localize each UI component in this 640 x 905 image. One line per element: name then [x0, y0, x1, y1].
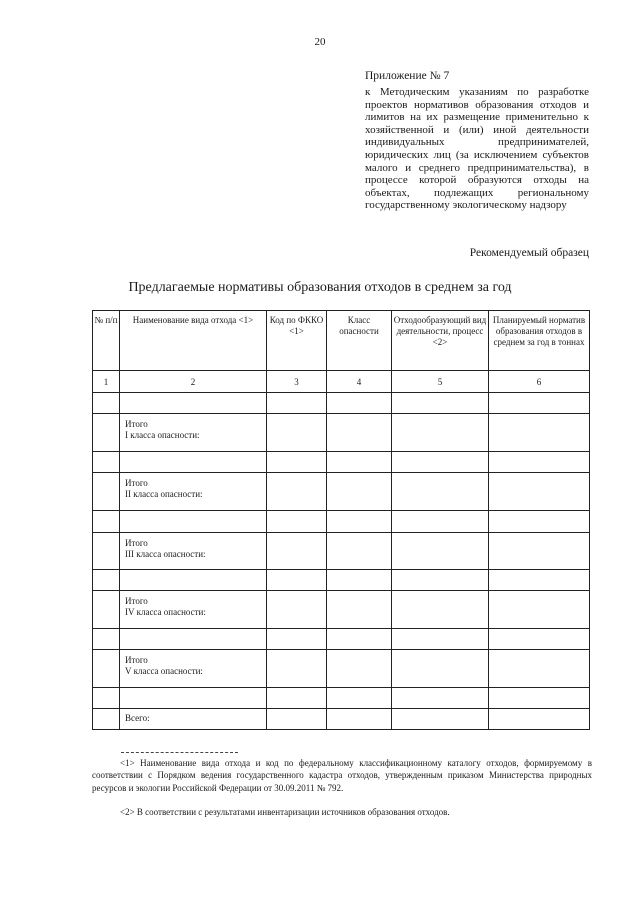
col-number-5: 5	[392, 371, 489, 393]
header-fkko-code: Код по ФККО <1>	[267, 311, 327, 371]
document-title: Предлагаемые нормативы образования отходов в среднем за год	[128, 280, 512, 295]
header-waste-name: Наименование вида отхода <1>	[120, 311, 267, 371]
col-number-6: 6	[489, 371, 590, 393]
footnote-1: <1> Наименование вида отхода и код по федеральному классификационному каталогу отходов, формируемому в соответствии с Порядком ведения государственного кадастра отходов, утвержденным приказом Министерства природных ресурсов и экологии Российской Федерации от 30.09.2011 № 792.	[92, 758, 592, 793]
table-row	[93, 629, 590, 650]
total-label-class-4: Итого IV класса опасности:	[125, 596, 206, 617]
total-label-class-2: Итого II класса опасности:	[125, 478, 203, 499]
total-row-class-4	[93, 591, 590, 629]
col-number-4: 4	[327, 371, 392, 393]
col-number-2: 2	[120, 371, 267, 393]
sample-label: Рекомендуемый образец	[469, 247, 589, 259]
total-label-class-5: Итого V класса опасности:	[125, 655, 203, 676]
header-row	[93, 311, 590, 371]
header-activity: Отходообразующий вид деятельности, процесс <2>	[392, 311, 489, 371]
header-planned-norm: Планируемый норматив образования отходов в среднем за год в тоннах	[489, 311, 590, 371]
table-row	[93, 570, 590, 591]
table-row	[93, 511, 590, 533]
total-row-class-2	[93, 473, 590, 511]
total-label-class-3: Итого III класса опасности:	[125, 538, 206, 559]
column-number-row	[93, 371, 590, 393]
header-hazard-class: Класс опасности	[327, 311, 392, 371]
grand-total-row	[93, 709, 590, 730]
total-label-class-1: Итого I класса опасности:	[125, 419, 200, 440]
page-number: 20	[314, 36, 326, 48]
table-row	[93, 688, 590, 709]
norms-table	[92, 310, 590, 730]
appendix-title: Приложение № 7	[365, 70, 450, 82]
table-row	[93, 452, 590, 473]
footnote-2: <2> В соответствии с результатами инвентаризации источников образования отходов.	[120, 807, 450, 817]
footnote-divider	[121, 752, 238, 753]
total-row-class-3	[93, 533, 590, 570]
table-row	[93, 393, 590, 414]
header-number: № п/п	[93, 311, 120, 371]
col-number-1: 1	[93, 371, 120, 393]
appendix-description: к Методическим указаниям по разработке проектов нормативов образования отходов и лимитов на их размещение применительно к хозяйственной и (или) иной деятельности индивидуальных предпринимателей, юридических лиц (за исключением субъектов малого и среднего предпринимательства), в процессе которой образуются отходы на объектах, подлежащих региональному государственному экологическому надзору	[365, 86, 589, 212]
total-row-class-5	[93, 650, 590, 688]
grand-total-label: Всего:	[125, 713, 150, 723]
col-number-3: 3	[267, 371, 327, 393]
total-row-class-1	[93, 414, 590, 452]
